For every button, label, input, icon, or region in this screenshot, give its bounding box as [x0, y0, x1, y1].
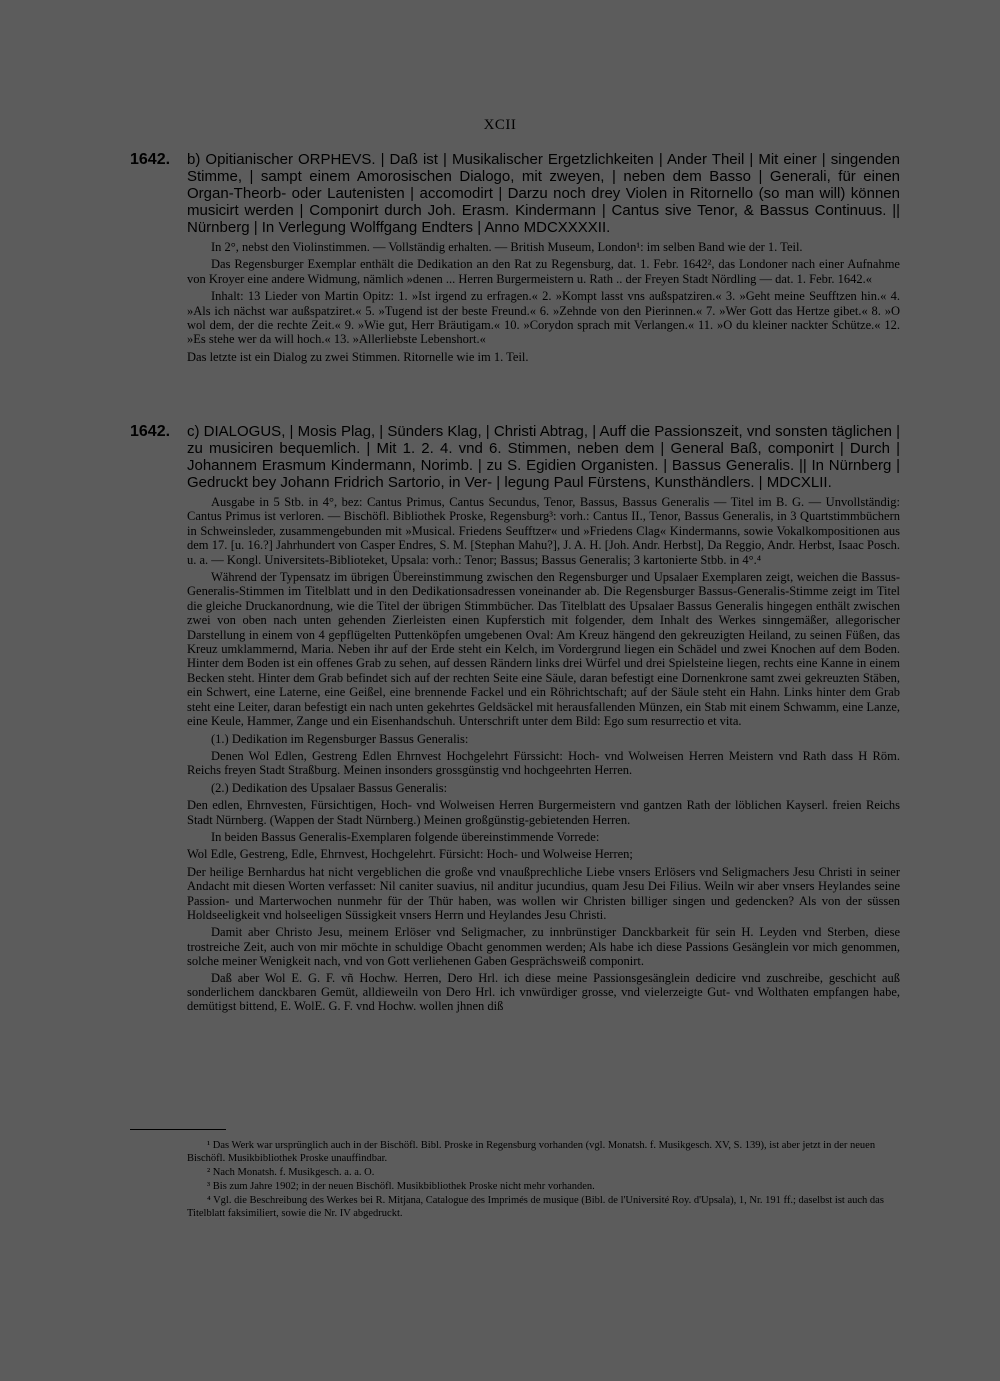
entry-notes [187, 495, 900, 1014]
preface-text: Der heilige Bernhardus hat nicht vergeblichen die große vnd vnaußprechliche Liebe vnsers Erlösers vnd Seligmachers Jesu Christi in seiner Andacht mit diesen Worten verfasset: Nil caniter suavius, nil anditur jucundius, quam Jesu Dei Filius. Weiln wir aber vnsers Heylandes seine Passion- und Marterwochen nunmehr für der Thür haben, was wollen wir Christen billiger singen und gedencken? Als von der süssen Holdseeligkeit vnd holseeligen Süssigkeit vnsers Herrn und Heylandes Jesu Christi. [187, 864, 900, 922]
entry-year: 1642. [130, 151, 171, 168]
note-paragraph: Das letzte ist ein Dialog zu zwei Stimmen. Ritornelle wie im 1. Teil. [187, 349, 529, 364]
dedication-text: Denen Wol Edlen, Gestreng Edlen Ehrnvest Hochgelehrt Fürssicht: Hoch- vnd Wolweisen Herren Meistern vnd Rath dass H Röm. Reichs freyen Stadt Straßburg. Meinen insonders grossgünstig vnd hochgeehrten Herren. [187, 748, 900, 778]
preface-text: Daß aber Wol E. G. F. vñ Hochw. Herren, Dero Hrl. ich diese meine Passionsgesänglein dedicire vnd zuschreibe, geschicht auß sonderlichem danckbaren Gemüt, alldieweiln von Dero Hrl. ich vnwürdiger grosse, vnd vielerzeigte Gut- vnd Wolthaten empfangen habe, demütigst bittend, E. WolE. G. F. vnd Hochw. wollen jhnen diß [187, 970, 900, 1014]
entry-notes [187, 240, 900, 364]
page-number: XCII [483, 117, 517, 133]
note-paragraph: Inhalt: 13 Lieder von Martin Opitz: 1. »Ist irgend zu erfragen.« 2. »Kompt lasst vns außspatziren.« 3. »Geht meine Seufftzen hin.« 4. »Als ich nächst war außspatziret.« 5. »Tugend ist der beste Freund.« 6. »Zehnde von den Pierinnen.« 7. »Wer Gott das Hertze gibet.« 8. »O wol dem, der die rechte Zeit.« 9. »Wie gut, Herr Bräutigam.« 10. »Corydon sprach mit Verlangen.« 11. »O du kleiner nackter Schütze.« 12. »Es stehe wer da will hoch.« 13. »Allerliebste Lebenshort.« [187, 289, 900, 347]
footnote: ² Nach Monatsh. f. Musikgesch. a. a. O. [207, 1167, 375, 1178]
entry-year: 1642. [130, 423, 171, 440]
footnote: ¹ Das Werk war ursprünglich auch in der Bischöfl. Bibl. Proske in Regensburg vorhanden (vgl. Monatsh. f. Musikgesch. XV, S. 139), ist aber jetzt in der neuen Bischöfl. Musikbibliothek Proske unauffindbar. [187, 1140, 876, 1164]
footnote: ⁴ Vgl. die Beschreibung des Werkes bei R. Mitjana, Catalogue des Imprimés de musique (Bibl. de l'Université Roy. d'Upsala), 1, Nr. 191 ff.; daselbst ist auch das Titelblatt faksimiliert, sowie die Nr. IV abgedruckt. [187, 1195, 884, 1219]
entry-title: b) Opitianischer ORPHEVS. | Daß ist | Musikalischer Ergetzlichkeiten | Ander Theil | Mit einer | singenden Stimme, | sampt einem Amorosischen Dialogo, mit zweyen, | neben dem Basso | Generali, für einen Organ-Theorb- oder Lautenisten | accomodirt | Darzu noch drey Violen in Ritornello (so man will) können musicirt werden | Componirt durch Joh. Erasm. Kindermann | Cantus sive Tenor, & Bassus Continuus. || Nürnberg | In Verlegung Wolffgang Endters | Anno MDCXXXXII. [187, 151, 900, 236]
preface-text: Damit aber Christo Jesu, meinem Erlöser vnd Seligmacher, zu innbrünstiger Danckbarkeit für sein H. Leyden vnd Sterben, diese trostreiche Zeit, auch von mir möchte in schuldige Obacht genommen werden; Als habe ich diese Passions Gesänglein vor mich genommen, solche meiner Wenigkeit nach, vnd von Gott verliehenen Gaben Gesprächsweiß componirt. [187, 925, 900, 969]
preface-salutation: Wol Edle, Gestreng, Edle, Ehrnvest, Hochgelehrt. Fürsicht: Hoch- und Wolweise Herren; [187, 847, 633, 862]
dedication-text: Den edlen, Ehrnvesten, Fürsichtigen, Hoch- vnd Wolweisen Herren Burgermeistern vnd gantzen Rath der löblichen Kayserl. freien Reichs Stadt Nürnberg. (Wappen der Stadt Nürnberg.) Meinen großgünstig-gebietenden Herren. [187, 798, 900, 827]
note-paragraph: Während der Typensatz im übrigen Übereinstimmung zwischen den Regensburger und Upsalaer Exemplaren zeigt, weichen die Bassus-Generalis-Stimmen im Titelblatt und in den Dedikationsadressen voneinander ab. Die Regensburger Bassus-Generalis-Stimme zeigt im Titel die gleiche Druckanordnung, wie die Titel der übrigen Stimmbücher. Das Titelblatt des Upsalaer Bassus Generalis hingegen enthält zwischen zwei von oben nach unten gehenden Zierleisten einen Kupferstich mit folgender, dem Inhalt des Werkes sinngemäßer, allegorischer Darstellung in einem von 4 gepflügelten Puttenköpfen umgebenen Oval: Am Kreuz hängend den gekreuzigten Heiland, zu seinen Füßen, das Kreuz umklammernd, Maria. Neben ihr auf der Erde steht ein Kelch, im Vordergrund liegen ein Schädel und zwei Knochen auf dem Boden. Hinter dem Boden ist ein offenes Grab zu sehen, auf dessen Rändern links drei Würfel und drei Spielsteine liegen, rechts eine Kanne in einem Becken steht. Hinter dem Grab befindet sich auf der rechten Seite eine Säule, daran befestigt eine Dornenkrone samt zwei gekreuzten Stäben, ein Schwert, eine Laterne, eine Geißel, eine brennende Fackel und ein Röhrichtschaft; auf der Säule steht ein Hahn. Links hinter dem Grab steht eine Leiter, daran befestigt ein nach unten gekehrtes Geldsäckel mit herausfallenden Münzen, ein Stab mit einem Schwamm, eine Lanze, eine Keule, Hammer, Zange und ein Eisenhandschuh. Unterschrift unter dem Bild: Ego sum resurrectio et vita. [187, 570, 900, 729]
catalog-entry-dialogus [130, 423, 900, 1016]
footnotes [187, 1139, 895, 1221]
catalog-entry-orpheus [130, 151, 900, 367]
dedication-heading: (1.) Dedikation im Regensburger Bassus Generalis: [211, 731, 469, 746]
dedication-heading: (2.) Dedikation des Upsalaer Bassus Generalis: [211, 780, 448, 795]
note-paragraph: Das Regensburger Exemplar enthält die Dedikation an den Rat zu Regensburg, dat. 1. Febr. 1642², das Londoner nach einer Aufnahme von Kroyer eine andere Widmung, nämlich »denen ... Herren Burgermeistern u. Rath .. der Freyen Stadt Nördling — dat. 1. Febr. 1642.« [187, 257, 900, 286]
footnote-divider [130, 1129, 226, 1130]
note-paragraph: Ausgabe in 5 Stb. in 4°, bez: Cantus Primus, Cantus Secundus, Tenor, Bassus, Bassus Generalis — Titel im B. G. — Unvollständig: Cantus Primus ist verloren. — Bischöfl. Bibliothek Proske, Regensburg³: vorh.: Cantus II., Tenor, Bassus Generalis, in 3 Quartstimmbüchern in Schweinsleder, zusammengebunden mit »Musical. Friedens Seufftzer« und »Friedens Clag« Kindermanns, sowie Vokalkompositionen aus dem 17. [u. 16.?] Jahrhundert von Casper Endres, S. M. [Stephan Mahu?], J. A. H. [Joh. Andr. Herbst], Da Reggio, Andr. Herbst, Isaac Posch. u. a. — Kongl. Universitets-Biblioteket, Upsala: vorh.: Tenor; Bassus; Bassus Generalis; 3 kartonierte Stbb. in 4°.⁴ [187, 495, 900, 567]
preface-heading: In beiden Bassus Generalis-Exemplaren folgende übereinstimmende Vorrede: [211, 829, 600, 844]
footnote: ³ Bis zum Jahre 1902; in der neuen Bischöfl. Musikbibliothek Proske nicht mehr vorhanden. [207, 1181, 595, 1192]
note-paragraph: In 2°, nebst den Violinstimmen. — Vollständig erhalten. — British Museum, London¹: im selben Band wie der 1. Teil. [211, 240, 803, 254]
entry-title: c) DIALOGUS, | Mosis Plag, | Sünders Klag, | Christi Abtrag, | Auff die Passionszeit, vnd sonsten täglichen | zu musiciren bequemlich. | Mit 1. 2. 4. vnd 6. Stimmen, neben dem | General Baß, componirt | Durch | Johannem Erasmum Kindermann, Norimb. | zu S. Egidien Organisten. | Bassus Generalis. || In Nürnberg | Gedruckt bey Johann Fridrich Sartorio, in Ver- | legung Paul Fürstens, Kunsthändlers. | MDCXLII. [187, 423, 900, 491]
